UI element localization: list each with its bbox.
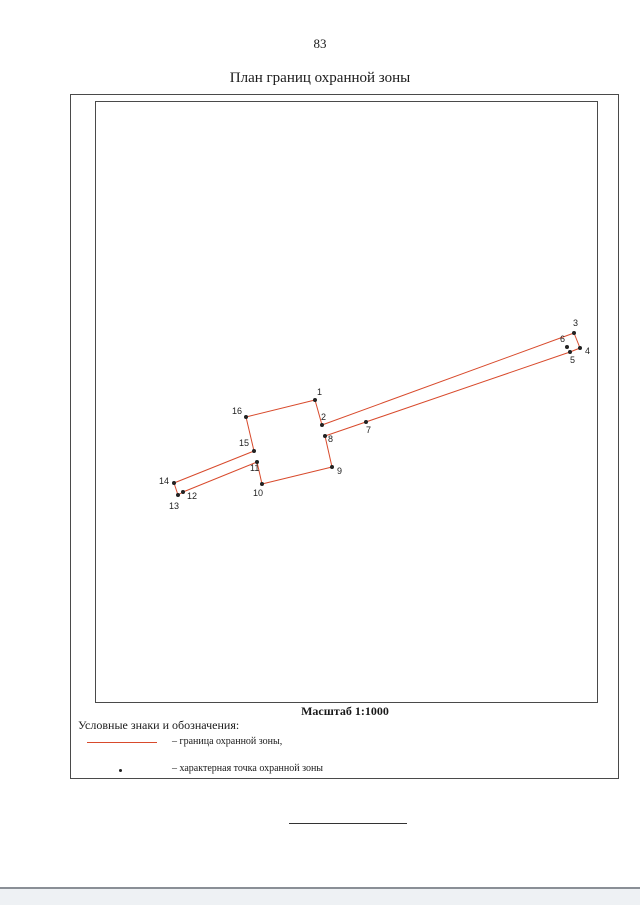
- scan-bottom-shade: [0, 889, 640, 905]
- vertex-label-3: 3: [573, 318, 579, 328]
- scale-label: Масштаб 1:1000: [301, 704, 389, 718]
- vertex-label-7: 7: [366, 425, 372, 435]
- boundary-segment-11-12: [183, 462, 260, 492]
- vertex-label-15: 15: [239, 438, 250, 448]
- vertex-point-3: [572, 331, 576, 335]
- page-number: 83: [313, 36, 327, 51]
- vertex-label-11: 11: [250, 463, 260, 473]
- boundary-segment-9-10: [262, 467, 332, 484]
- vertex-label-8: 8: [328, 434, 334, 444]
- vertex-point-13: [176, 493, 180, 497]
- vertex-point-16: [244, 415, 248, 419]
- vertex-label-9: 9: [337, 466, 343, 476]
- legend-point-symbol: [119, 769, 122, 772]
- vertex-point-8: [323, 434, 327, 438]
- signature-line: [289, 823, 407, 824]
- boundary-segment-2-3: [322, 333, 574, 425]
- vertex-point-4: [578, 346, 582, 350]
- vertex-label-5: 5: [570, 355, 576, 365]
- boundary-segment-5-8: [325, 352, 570, 436]
- vertex-label-2: 2: [321, 412, 327, 422]
- legend-point-text: – характерная точка охранной зоны: [172, 763, 324, 774]
- vertex-label-16: 16: [232, 406, 243, 416]
- vertex-label-10: 10: [253, 488, 264, 498]
- vertex-point-12: [181, 490, 185, 494]
- vertex-point-7: [364, 420, 368, 424]
- vertex-point-1: [313, 398, 317, 402]
- vertex-point-15: [252, 449, 256, 453]
- boundary-segment-3-4: [574, 333, 580, 348]
- legend-boundary-text: – граница охранной зоны,: [172, 736, 283, 747]
- vertex-label-4: 4: [585, 346, 591, 356]
- vertex-label-1: 1: [317, 387, 323, 397]
- vertex-point-6: [565, 345, 569, 349]
- boundary-segment-16-1: [246, 400, 315, 417]
- legend-boundary-symbol: [87, 742, 157, 743]
- boundary-segment-14-15: [174, 451, 254, 483]
- plan-title: План границ охранной зоны: [229, 70, 411, 86]
- vertex-point-9: [330, 465, 334, 469]
- vertex-label-14: 14: [159, 476, 170, 486]
- vertex-label-12: 12: [187, 491, 198, 501]
- vertex-label-13: 13: [169, 501, 180, 511]
- vertex-label-6: 6: [560, 334, 566, 344]
- legend-title: Условные знаки и обозначения:: [78, 718, 240, 732]
- vertex-point-2: [320, 423, 324, 427]
- vertex-point-10: [260, 482, 264, 486]
- vertex-point-5: [568, 350, 572, 354]
- vertex-point-14: [172, 481, 176, 485]
